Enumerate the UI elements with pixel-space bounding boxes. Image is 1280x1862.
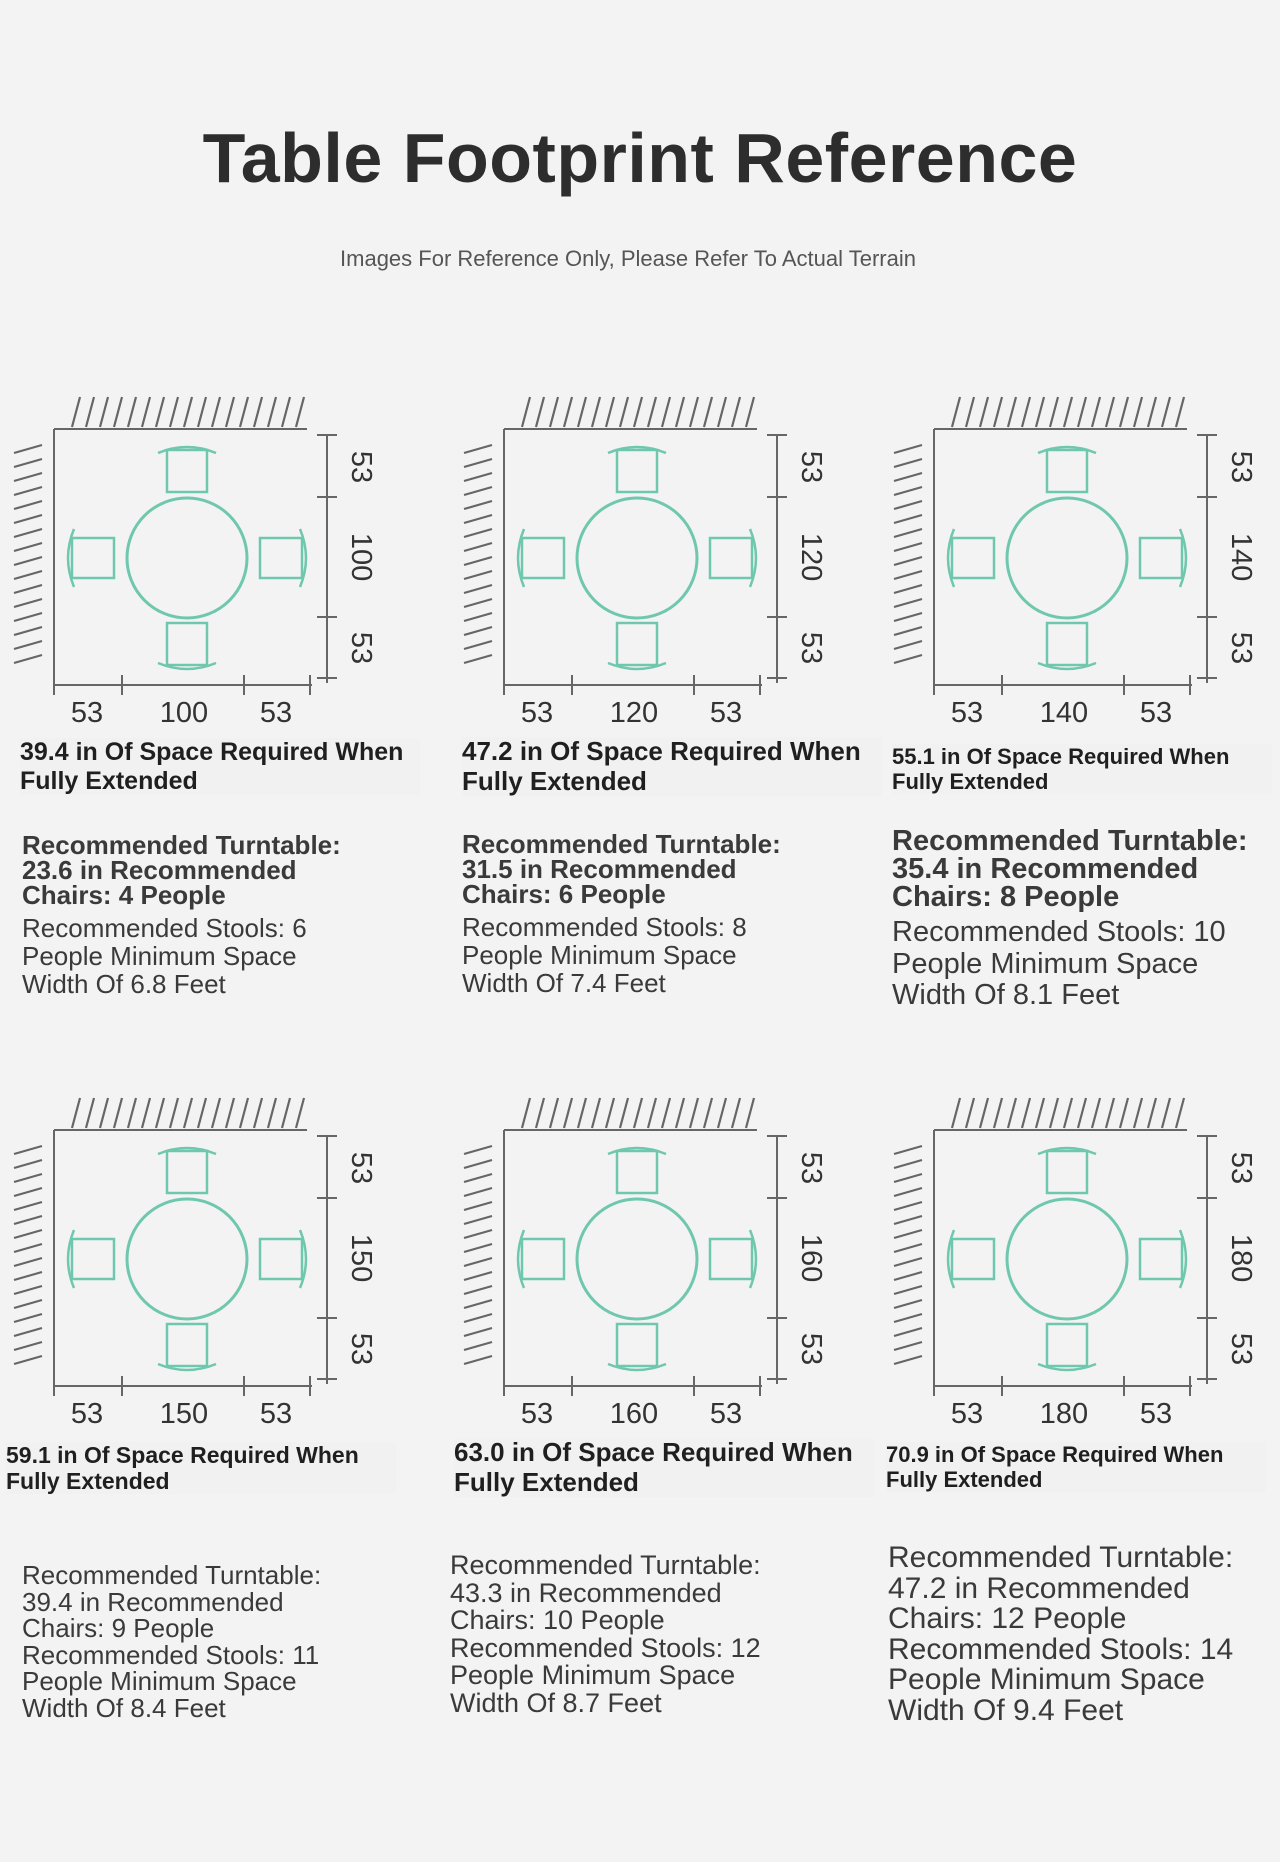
wall-hatch-left: [14, 445, 42, 663]
recommendation-block: [462, 829, 792, 999]
dim-bottom-middle: 180: [1039, 1398, 1089, 1430]
chair-top: [608, 1148, 666, 1193]
chair-right: [1140, 529, 1186, 587]
dimension-line-bottom: [54, 1376, 312, 1396]
dimension-line-bottom: [934, 1376, 1192, 1396]
dim-bottom-middle: 140: [1039, 697, 1089, 729]
round-table: [577, 1199, 697, 1319]
wall-hatch-top: [72, 397, 304, 427]
chair-left: [68, 1230, 114, 1288]
dim-bottom-left: 53: [950, 697, 984, 729]
floor-plan-diagram: [462, 1096, 882, 1436]
dim-right-middle: 100: [345, 532, 377, 582]
recommendation-text: Recommended Turntable: 47.2 in Recommended Chairs: 12 People Recommended Stools: 14 People Minimum Space Width Of 9.4 Feet: [888, 1541, 1234, 1727]
dim-right-bottom: 53: [345, 631, 377, 665]
chair-bottom: [1038, 623, 1096, 669]
floor-plan-diagram: [462, 395, 882, 735]
chair-right: [1140, 1230, 1186, 1288]
dim-right-middle: 140: [1225, 532, 1257, 582]
space-required-caption: 39.4 in Of Space Required When Fully Extended: [20, 738, 420, 795]
recommended-turntable-chairs: Recommended Turntable: 23.6 in Recommended Chairs: 4 People: [22, 830, 341, 910]
recommendation-text: Recommended Turntable: 43.3 in Recommended Chairs: 10 People Recommended Stools: 12 People Minimum Space Width Of 8.7 Feet: [450, 1550, 761, 1718]
dim-bottom-middle: 100: [159, 697, 209, 729]
dimension-line-bottom: [54, 675, 312, 695]
dimension-line-bottom: [504, 675, 762, 695]
wall-hatch-left: [14, 1146, 42, 1364]
dim-right-top: 53: [795, 450, 827, 484]
space-required-caption: 47.2 in Of Space Required When Fully Extended: [462, 737, 882, 796]
space-required-caption: 55.1 in Of Space Required When Fully Extended: [892, 744, 1272, 794]
dim-bottom-left: 53: [520, 1398, 554, 1430]
dimension-line-bottom: [934, 675, 1192, 695]
dim-bottom-left: 53: [70, 1398, 104, 1430]
chair-bottom: [158, 623, 216, 669]
chair-right: [710, 1230, 756, 1288]
round-table: [1007, 498, 1127, 618]
dim-bottom-right: 53: [1139, 697, 1173, 729]
recommendation-block: [888, 1543, 1248, 1727]
dimension-line-right: [767, 1136, 787, 1384]
dim-bottom-right: 53: [709, 697, 743, 729]
floor-plan-diagram: [892, 395, 1280, 735]
dimension-line-right: [317, 435, 337, 683]
chair-bottom: [608, 623, 666, 669]
chair-top: [158, 1148, 216, 1193]
dim-bottom-right: 53: [709, 1398, 743, 1430]
chair-top: [1038, 447, 1096, 492]
dim-right-middle: 150: [345, 1233, 377, 1283]
dim-bottom-left: 53: [520, 697, 554, 729]
floor-plan-diagram: [12, 395, 432, 735]
chair-left: [518, 1230, 564, 1288]
recommendation-block: [892, 825, 1272, 1012]
dim-right-bottom: 53: [1225, 631, 1257, 665]
chair-left: [948, 529, 994, 587]
round-table: [1007, 1199, 1127, 1319]
dimension-line-bottom: [504, 1376, 762, 1396]
dimension-line-right: [767, 435, 787, 683]
recommendation-text: Recommended Turntable: 39.4 in Recommended Chairs: 9 People Recommended Stools: 11 People Minimum Space Width Of 8.4 Feet: [22, 1560, 322, 1723]
page-title: Table Footprint Reference: [202, 119, 1078, 197]
recommended-stools-space: Recommended Stools: 8 People Minimum Space Width Of 7.4 Feet: [462, 911, 747, 999]
page-subtitle: Images For Reference Only, Please Refer To Actual Terrain: [340, 246, 916, 271]
chair-left: [948, 1230, 994, 1288]
wall-hatch-top: [952, 1098, 1184, 1128]
chair-bottom: [158, 1324, 216, 1370]
dim-bottom-right: 53: [259, 1398, 293, 1430]
recommendation-block: [22, 830, 352, 1000]
chair-right: [260, 1230, 306, 1288]
dim-bottom-right: 53: [259, 697, 293, 729]
chair-right: [710, 529, 756, 587]
dim-right-middle: 120: [795, 532, 827, 582]
dimension-line-right: [317, 1136, 337, 1384]
space-required-caption: 70.9 in Of Space Required When Fully Extended: [886, 1442, 1266, 1492]
wall-hatch-left: [894, 445, 922, 663]
wall-hatch-left: [464, 1146, 492, 1364]
dim-bottom-left: 53: [70, 697, 104, 729]
recommended-stools-space: Recommended Stools: 6 People Minimum Space Width Of 6.8 Feet: [22, 912, 307, 1000]
chair-right: [260, 529, 306, 587]
floor-plan-diagram: [892, 1096, 1280, 1436]
recommended-stools-space: Recommended Stools: 10 People Minimum Space Width Of 8.1 Feet: [892, 916, 1226, 1012]
wall-hatch-top: [522, 1098, 754, 1128]
dim-right-bottom: 53: [1225, 1332, 1257, 1366]
dim-right-top: 53: [345, 450, 377, 484]
dimension-line-right: [1197, 1136, 1217, 1384]
dimension-line-right: [1197, 435, 1217, 683]
wall-hatch-top: [952, 397, 1184, 427]
dim-bottom-right: 53: [1139, 1398, 1173, 1430]
wall-hatch-top: [72, 1098, 304, 1128]
dim-right-bottom: 53: [795, 631, 827, 665]
dim-right-top: 53: [345, 1151, 377, 1185]
recommended-turntable-chairs: Recommended Turntable: 35.4 in Recommended Chairs: 8 People: [892, 825, 1248, 913]
chair-bottom: [1038, 1324, 1096, 1370]
space-required-caption: 63.0 in Of Space Required When Fully Extended: [454, 1438, 874, 1497]
recommendation-block: [450, 1552, 780, 1717]
space-required-caption: 59.1 in Of Space Required When Fully Extended: [6, 1442, 396, 1494]
dim-bottom-middle: 160: [609, 1398, 659, 1430]
wall-hatch-left: [464, 445, 492, 663]
chair-left: [518, 529, 564, 587]
round-table: [127, 498, 247, 618]
round-table: [127, 1199, 247, 1319]
dim-right-middle: 180: [1225, 1233, 1257, 1283]
dim-bottom-left: 53: [950, 1398, 984, 1430]
chair-top: [158, 447, 216, 492]
chair-top: [1038, 1148, 1096, 1193]
dim-right-middle: 160: [795, 1233, 827, 1283]
wall-hatch-left: [894, 1146, 922, 1364]
dim-right-top: 53: [1225, 1151, 1257, 1185]
chair-bottom: [608, 1324, 666, 1370]
wall-hatch-top: [522, 397, 754, 427]
recommendation-block: [22, 1562, 352, 1721]
dim-right-bottom: 53: [795, 1332, 827, 1366]
dim-right-top: 53: [795, 1151, 827, 1185]
dim-bottom-middle: 150: [159, 1398, 209, 1430]
dim-right-bottom: 53: [345, 1332, 377, 1366]
dim-right-top: 53: [1225, 450, 1257, 484]
chair-top: [608, 447, 666, 492]
round-table: [577, 498, 697, 618]
chair-left: [68, 529, 114, 587]
floor-plan-diagram: [12, 1096, 432, 1436]
dim-bottom-middle: 120: [609, 697, 659, 729]
recommended-turntable-chairs: Recommended Turntable: 31.5 in Recommended Chairs: 6 People: [462, 829, 781, 909]
